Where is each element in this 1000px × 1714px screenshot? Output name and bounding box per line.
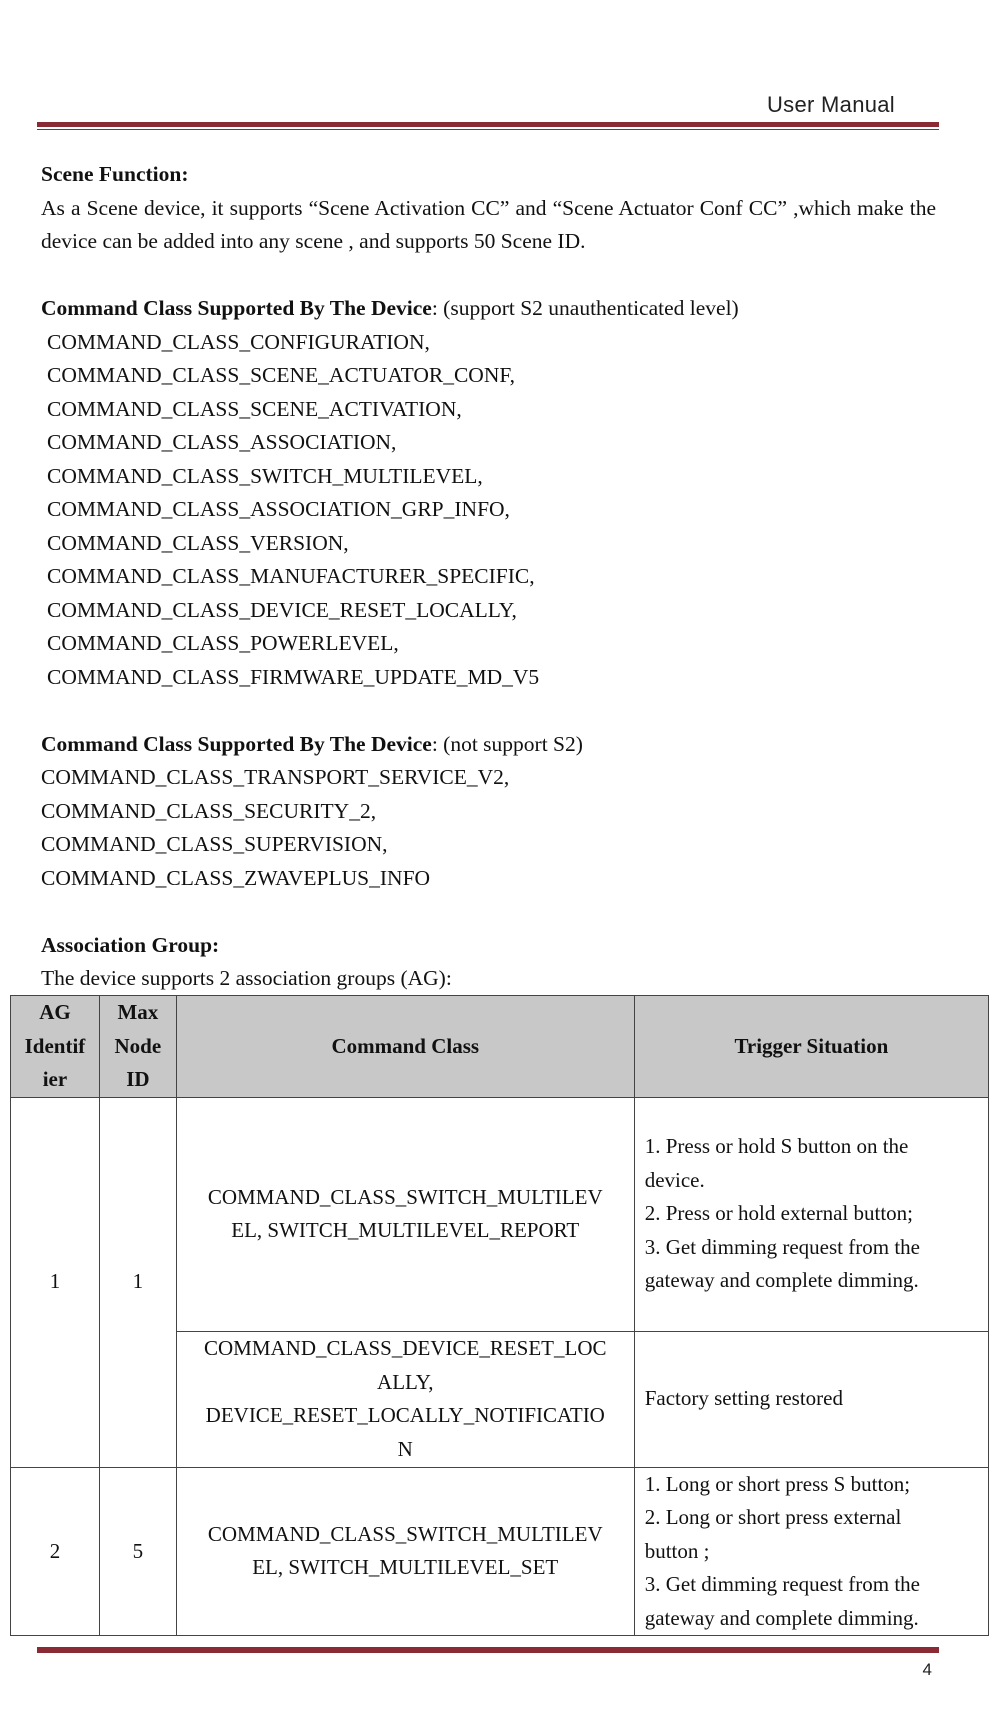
cc-s2-heading-line xyxy=(41,292,941,326)
cc-s2-item: COMMAND_CLASS_DEVICE_RESET_LOCALLY, xyxy=(47,597,517,622)
cc-s2-item: COMMAND_CLASS_VERSION, xyxy=(47,530,349,555)
header-max-node-id: Max Node ID xyxy=(99,996,176,1098)
scene-heading: Scene Function: xyxy=(41,162,189,186)
scene-paragraph: As a Scene device, it supports “Scene Activation CC” and “Scene Actuator Conf CC” ,which make the device can be added into any scene , and supports 50 Scene ID. xyxy=(41,195,936,253)
header-ag-identifier: AG Identif ier xyxy=(11,996,100,1098)
header-trigger-situation: Trigger Situation xyxy=(634,996,988,1098)
cc-s2-item: COMMAND_CLASS_MANUFACTURER_SPECIFIC, xyxy=(47,564,535,588)
cc-s2-item: COMMAND_CLASS_CONFIGURATION, xyxy=(47,329,430,354)
cc-s2-item: COMMAND_CLASS_FIRMWARE_UPDATE_MD_V5 xyxy=(47,664,540,689)
command-class-cell: COMMAND_CLASS_SWITCH_MULTILEV EL, SWITCH_MULTILEVEL_REPORT xyxy=(176,1097,634,1331)
max-node-cell: 5 xyxy=(99,1467,176,1636)
association-intro: The device supports 2 association groups (AG): xyxy=(41,966,452,990)
document-body xyxy=(41,158,941,996)
association-group-table xyxy=(10,995,989,1636)
table-header-row xyxy=(11,996,989,1098)
cc-nos2-note: : (not support S2) xyxy=(431,731,583,756)
max-node-cell: 1 xyxy=(99,1097,176,1467)
table-row xyxy=(11,1097,989,1331)
ag-cell: 2 xyxy=(11,1467,100,1636)
trigger-cell: Factory setting restored xyxy=(634,1331,988,1467)
command-class-cell: COMMAND_CLASS_SWITCH_MULTILEV EL, SWITCH_MULTILEVEL_SET xyxy=(176,1467,634,1636)
cc-nos2-item: COMMAND_CLASS_SECURITY_2, xyxy=(41,798,377,823)
cc-s2-item: COMMAND_CLASS_SWITCH_MULTILEVEL, xyxy=(47,463,483,488)
ag-cell: 1 xyxy=(11,1097,100,1467)
header-rule xyxy=(37,122,939,130)
page-number: 4 xyxy=(922,1660,932,1679)
cc-s2-heading: Command Class Supported By The Device xyxy=(41,296,432,320)
header-command-class: Command Class xyxy=(176,996,634,1098)
cc-nos2-item: COMMAND_CLASS_SUPERVISION, xyxy=(41,832,388,856)
cc-nos2-list xyxy=(41,761,941,895)
trigger-cell: 1. Press or hold S button on the device. 2. Press or hold external button; 3. Get dimming request from the gateway and complete dimming. xyxy=(634,1097,988,1331)
association-heading: Association Group: xyxy=(41,932,220,957)
footer-rule xyxy=(37,1645,939,1653)
cc-s2-item: COMMAND_CLASS_POWERLEVEL, xyxy=(47,631,399,655)
cc-s2-item: COMMAND_CLASS_ASSOCIATION_GRP_INFO, xyxy=(47,497,510,521)
table-row xyxy=(11,1467,989,1636)
cc-s2-item: COMMAND_CLASS_SCENE_ACTIVATION, xyxy=(47,396,462,421)
cc-nos2-heading-line xyxy=(41,728,941,762)
cc-s2-item: COMMAND_CLASS_SCENE_ACTUATOR_CONF, xyxy=(47,363,515,387)
cc-nos2-item: COMMAND_CLASS_TRANSPORT_SERVICE_V2, xyxy=(41,765,510,789)
cc-nos2-item: COMMAND_CLASS_ZWAVEPLUS_INFO xyxy=(41,865,431,890)
trigger-cell: 1. Long or short press S button; 2. Long or short press external button ; 3. Get dimming request from the gateway and complete dimming. xyxy=(634,1467,988,1636)
cc-nos2-heading: Command Class Supported By The Device xyxy=(41,731,432,756)
command-class-cell: COMMAND_CLASS_DEVICE_RESET_LOC ALLY, DEVICE_RESET_LOCALLY_NOTIFICATIO N xyxy=(176,1331,634,1467)
cc-s2-item: COMMAND_CLASS_ASSOCIATION, xyxy=(47,430,397,454)
cc-s2-list xyxy=(41,326,941,695)
page-header-title: User Manual xyxy=(766,92,895,117)
cc-s2-note: : (support S2 unauthenticated level) xyxy=(431,296,739,320)
